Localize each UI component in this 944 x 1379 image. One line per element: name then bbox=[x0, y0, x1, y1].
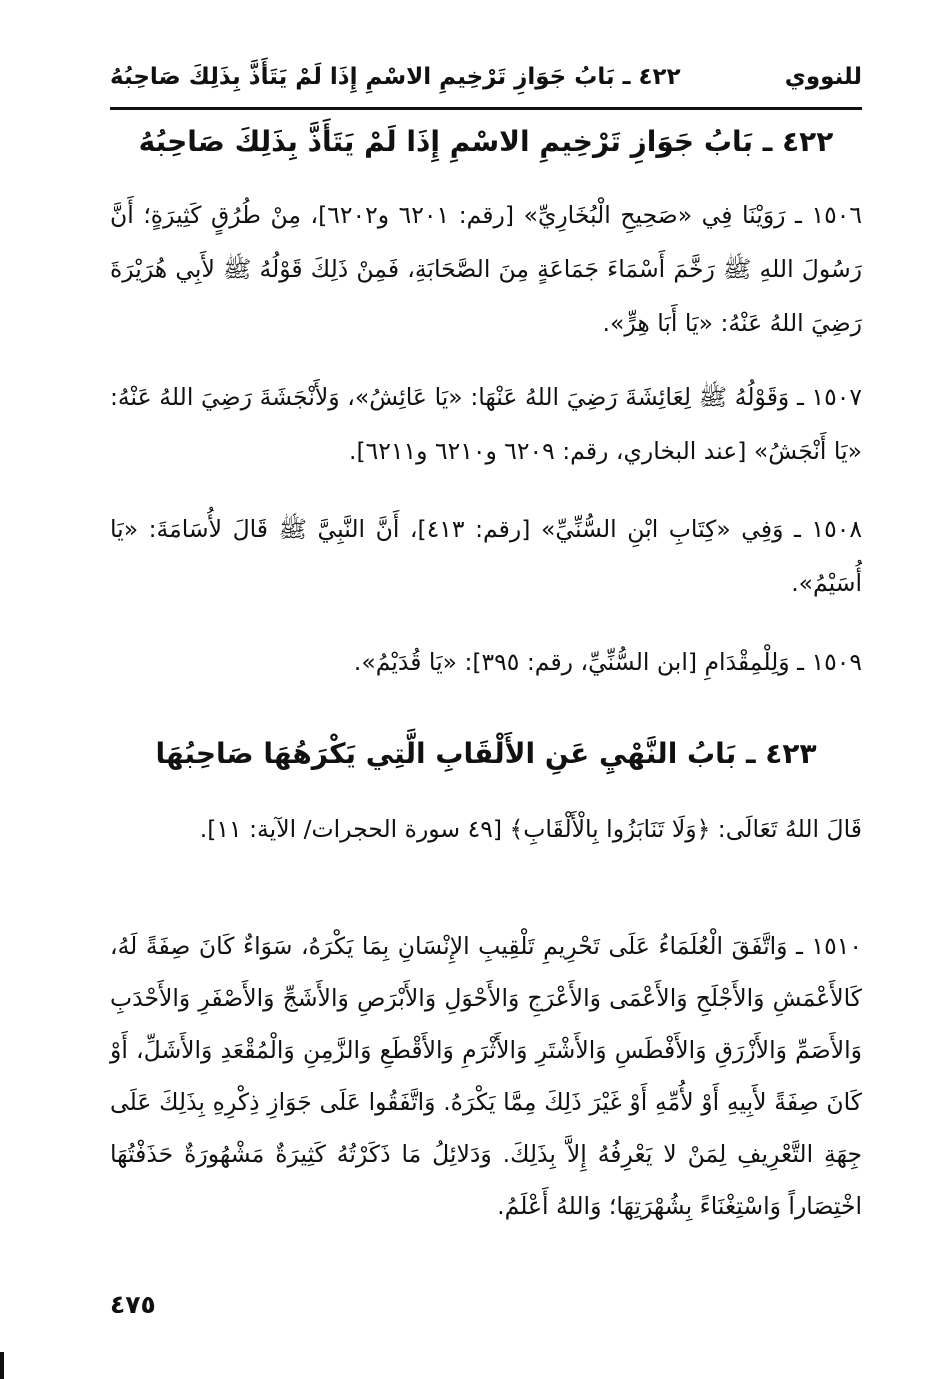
paragraph-1509: ١٥٠٩ ـ وَلِلْمِقْدَامِ [ابن السُّنِّيِّ، رقم: ٣٩٥]: «يَا قُدَيْمُ». bbox=[353, 648, 862, 676]
paragraph-1510: ١٥١٠ ـ وَاتَّفَقَ الْعُلَمَاءُ عَلَى تَحْرِيمِ تَلْقِيبِ الإِنْسَانِ بِمَا يَكْرَهُ، سَوَاءٌ كَانَ صِفَةً لَهُ، كَالأَعْمَشِ وَالأَجْلَحِ وَالأَعْمَى وَالأَعْرَجِ وَالأَحْوَلِ وَالأَبْرَصِ وَالأَشَجِّ وَالأَصْفَرِ وَالأَحْدَبِ وَالأَصَمِّ وَالأَزْرَقِ وَالأَفْطَسِ وَالأَشْتَرِ وَالأَثْرَمِ وَالأَقْطَعِ وَالزَّمِنِ وَالْمُقْعَدِ وَالأَشَلِّ، أَوْ كَانَ صِفَةً لأَبِيهِ أَوْ لأُمِّهِ أَوْ غَيْرَ ذَلِكَ مِمَّا يَكْرَهُ. وَاتَّفَقُوا عَلَى جَوَازِ ذِكْرِهِ بِذَلِكَ عَلَى جِهَةِ التَّعْرِيفِ لِمَنْ لا يَعْرِفُهُ إِلاَّ بِذَلِكَ. وَدَلائِلُ مَا ذَكَرْتُهُ كَثِيرَةٌ مَشْهُورَةٌ حَذَفْتُهَا اخْتِصَاراً وَاسْتِغْنَاءً بِشُهْرَتِهَا؛ وَاللهُ أَعْلَمُ. bbox=[110, 932, 862, 1220]
header-chapter-title: ٤٢٢ ـ بَابُ جَوَازِ تَرْخِيمِ الاسْمِ إِذَا لَمْ يَتَأَذَّ بِذَلِكَ صَاحِبُهُ bbox=[110, 64, 681, 90]
running-header bbox=[110, 60, 862, 102]
page-number: ٤٧٥ bbox=[110, 1290, 156, 1319]
paragraph-1507: ١٥٠٧ ـ وَقَوْلُهُ ﷺ لِعَائِشَةَ رَضِيَ اللهُ عَنْهَا: «يَا عَائِشُ»، وَلأَنْجَشَةَ رَضِيَ اللهُ عَنْهُ: «يَا أَنْجَشُ» [عند البخاري، رقم: ٦٢٠٩ و٦٢١٠ و٦٢١١]. bbox=[110, 383, 862, 465]
header-author-name: للنووي bbox=[784, 64, 862, 90]
chapter-heading-423: ٤٢٣ ـ بَابُ النَّهْيِ عَنِ الأَلْقَابِ الَّتِي يَكْرَهُهَا صَاحِبُهَا bbox=[155, 737, 817, 770]
header-divider bbox=[110, 107, 862, 110]
paragraph-1508: ١٥٠٨ ـ وَفِي «كِتَابِ ابْنِ السُّنِّيِّ» [رقم: ٤١٣]، أَنَّ النَّبِيَّ ﷺ قَالَ لأُسَامَةَ: «يَا أُسَيْمُ». bbox=[110, 515, 862, 597]
chapter-heading-422: ٤٢٢ ـ بَابُ جَوَازِ تَرْخِيمِ الاسْمِ إِذَا لَمْ يَتَأَذَّ بِذَلِكَ صَاحِبُهُ bbox=[138, 125, 834, 158]
paragraph-1506: ١٥٠٦ ـ رَوَيْنَا فِي «صَحِيحِ الْبُخَارِيِّ» [رقم: ٦٢٠١ و٦٢٠٢]، مِنْ طُرُقٍ كَثِيرَةٍ؛ أَنَّ رَسُولَ اللهِ ﷺ رَخَّمَ أَسْمَاءَ جَمَاعَةٍ مِنَ الصَّحَابَةِ، فَمِنْ ذَلِكَ قَوْلُهُ ﷺ لأَبِي هُرَيْرَةَ رَضِيَ اللهُ عَنْهُ: «يَا أَبَا هِرٍّ». bbox=[110, 201, 862, 337]
quran-verse-paragraph: قَالَ اللهُ تَعَالَى: ﴿وَلَا تَنَابَزُوا بِالْأَلْقَابِ﴾ [٤٩ سورة الحجرات/ الآية: ١١]. bbox=[199, 815, 862, 843]
scan-edge-mark bbox=[0, 1352, 4, 1379]
